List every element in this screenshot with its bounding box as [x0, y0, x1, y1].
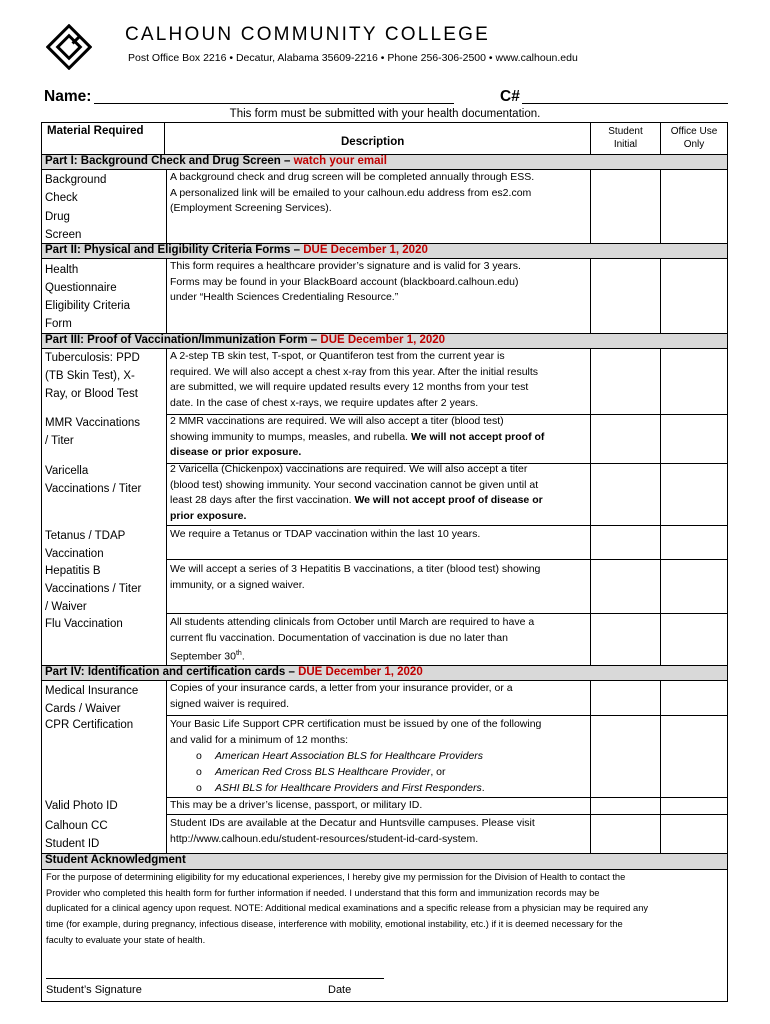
- signature-label: Student’s Signature: [46, 984, 142, 996]
- flu-material: Flu Vaccination: [45, 618, 123, 630]
- college-logo-icon: [46, 24, 92, 70]
- c-number-label: C#: [500, 88, 520, 105]
- part2-title: Part II: Physical and Eligibility Criteria Forms – DUE December 1, 2020: [45, 244, 428, 256]
- name-label: Name:: [44, 88, 92, 105]
- cpr-material: CPR Certification: [45, 719, 134, 731]
- cpr-option-ashi: ASHI BLS for Healthcare Providers and First Responders.: [215, 782, 485, 794]
- varicella-material: Varicella Vaccinations / Titer: [45, 465, 142, 495]
- signature-line[interactable]: [46, 978, 384, 979]
- office-use-header: Office Use Only: [670, 126, 718, 150]
- acknowledgment-title: Student Acknowledgment: [45, 854, 186, 866]
- acknowledgment-text: For the purpose of determining eligibility for my educational experiences, I hereby give my permission for the Division of Health to contact the Provider who completed this health form for further information if needed. I understand that this form and immunization records may be duplicated for a clinical agency upon request. NOTE: Additional medical examinations and a specific release from a physician may be required any time (for example, during pregnancy, infectious disease, interference with mobility, emotional instability, etc.) if it is deemed necessary for the faculty to evaluate your state of health.: [46, 872, 649, 945]
- college-name: CALHOUN COMMUNITY COLLEGE: [125, 24, 491, 45]
- part1-material: Background Check Drug Screen: [45, 174, 107, 241]
- part2-description: This form requires a healthcare provider’s signature and is valid for 3 years. Forms may be found in your BlackBoard account (blackboard.calhoun.edu) under “Health Sciences Credentialing Resource.”: [170, 260, 521, 304]
- date-label: Date: [328, 984, 352, 996]
- name-row: [44, 88, 728, 108]
- description-header: Description: [341, 136, 405, 148]
- part2-material: Health Questionnaire Eligibility Criteria Form: [45, 264, 130, 330]
- name-field[interactable]: [94, 103, 454, 104]
- c-number-field[interactable]: [522, 103, 728, 104]
- cpr-bullet-1: o: [196, 750, 202, 762]
- hepatitis-material: Hepatitis B Vaccinations / Titer / Waiver: [45, 565, 142, 613]
- cpr-option-aha: American Heart Association BLS for Healthcare Providers: [215, 750, 484, 762]
- insurance-material: Medical Insurance Cards / Waiver: [45, 685, 139, 715]
- mmr-material: MMR Vaccinations / Titer: [45, 417, 141, 447]
- photo-id-material: Valid Photo ID: [45, 800, 118, 812]
- part4-title: Part IV: Identification and certification cards – DUE December 1, 2020: [45, 666, 423, 678]
- tb-material: Tuberculosis: PPD (TB Skin Test), X- Ray, or Blood Test: [45, 352, 140, 400]
- cpr-bullet-2: o: [196, 766, 202, 778]
- cpr-option-arc: American Red Cross BLS Healthcare Provider, or: [215, 766, 446, 778]
- hepatitis-description: We will accept a series of 3 Hepatitis B vaccinations, a titer (blood test) showing immunity, or a signed waiver.: [170, 563, 541, 591]
- photo-id-description: This may be a driver’s license, passport, or military ID.: [170, 799, 423, 811]
- student-initial-header: Student Initial: [608, 126, 643, 150]
- material-required-header: Material Required: [47, 125, 144, 137]
- varicella-description: 2 Varicella (Chickenpox) vaccinations are required. We will also accept a titer (blood test) showing immunity. Your second vaccination cannot be given until at least 28 days after the first vaccination. We will not accept proof of disease or prior exposure.: [170, 463, 543, 522]
- mmr-description: 2 MMR vaccinations are required. We will also accept a titer (blood test) showing immunity to mumps, measles, and rubella. We will not accept proof of disease or prior exposure.: [170, 415, 545, 459]
- submit-note: This form must be submitted with your health documentation.: [229, 108, 541, 120]
- student-id-description: Student IDs are available at the Decatur and Huntsville campuses. Please visit http://www.calhoun.edu/student-resources/student-id-card-system.: [170, 817, 535, 845]
- student-id-material: Calhoun CC Student ID: [45, 820, 108, 850]
- flu-description: All students attending clinicals from October until March are required to have a current flu vaccination. Documentation of vaccination is due no later than September 30th.: [170, 616, 535, 663]
- cpr-bullet-3: o: [196, 782, 202, 794]
- tetanus-description: We require a Tetanus or TDAP vaccination within the last 10 years.: [170, 528, 481, 540]
- part1-description: A background check and drug screen will be completed annually through ESS. A personalized link will be emailed to your calhoun.edu address from es2.com (Employment Screening Services).: [170, 171, 535, 215]
- part3-title: Part III: Proof of Vaccination/Immunization Form – DUE December 1, 2020: [45, 334, 446, 346]
- tetanus-material: Tetanus / TDAP Vaccination: [45, 530, 126, 560]
- requirements-table: [41, 122, 728, 1002]
- insurance-description: Copies of your insurance cards, a letter from your insurance provider, or a signed waiver is required.: [170, 682, 513, 710]
- cpr-description: Your Basic Life Support CPR certification must be issued by one of the following and valid for a minimum of 12 months:: [170, 718, 542, 746]
- college-address: Post Office Box 2216 • Decatur, Alabama 35609-2216 • Phone 256-306-2500 • www.calhoun.edu: [128, 52, 578, 64]
- tb-description: A 2-step TB skin test, T-spot, or Quantiferon test from the current year is required. We will also accept a chest x-ray from this year. After the initial results are submitted, we will require updated results every 12 months from your test date. In the case of chest x-rays, we require updates after 2 years.: [170, 350, 539, 409]
- part1-title: Part I: Background Check and Drug Screen – watch your email: [45, 155, 387, 167]
